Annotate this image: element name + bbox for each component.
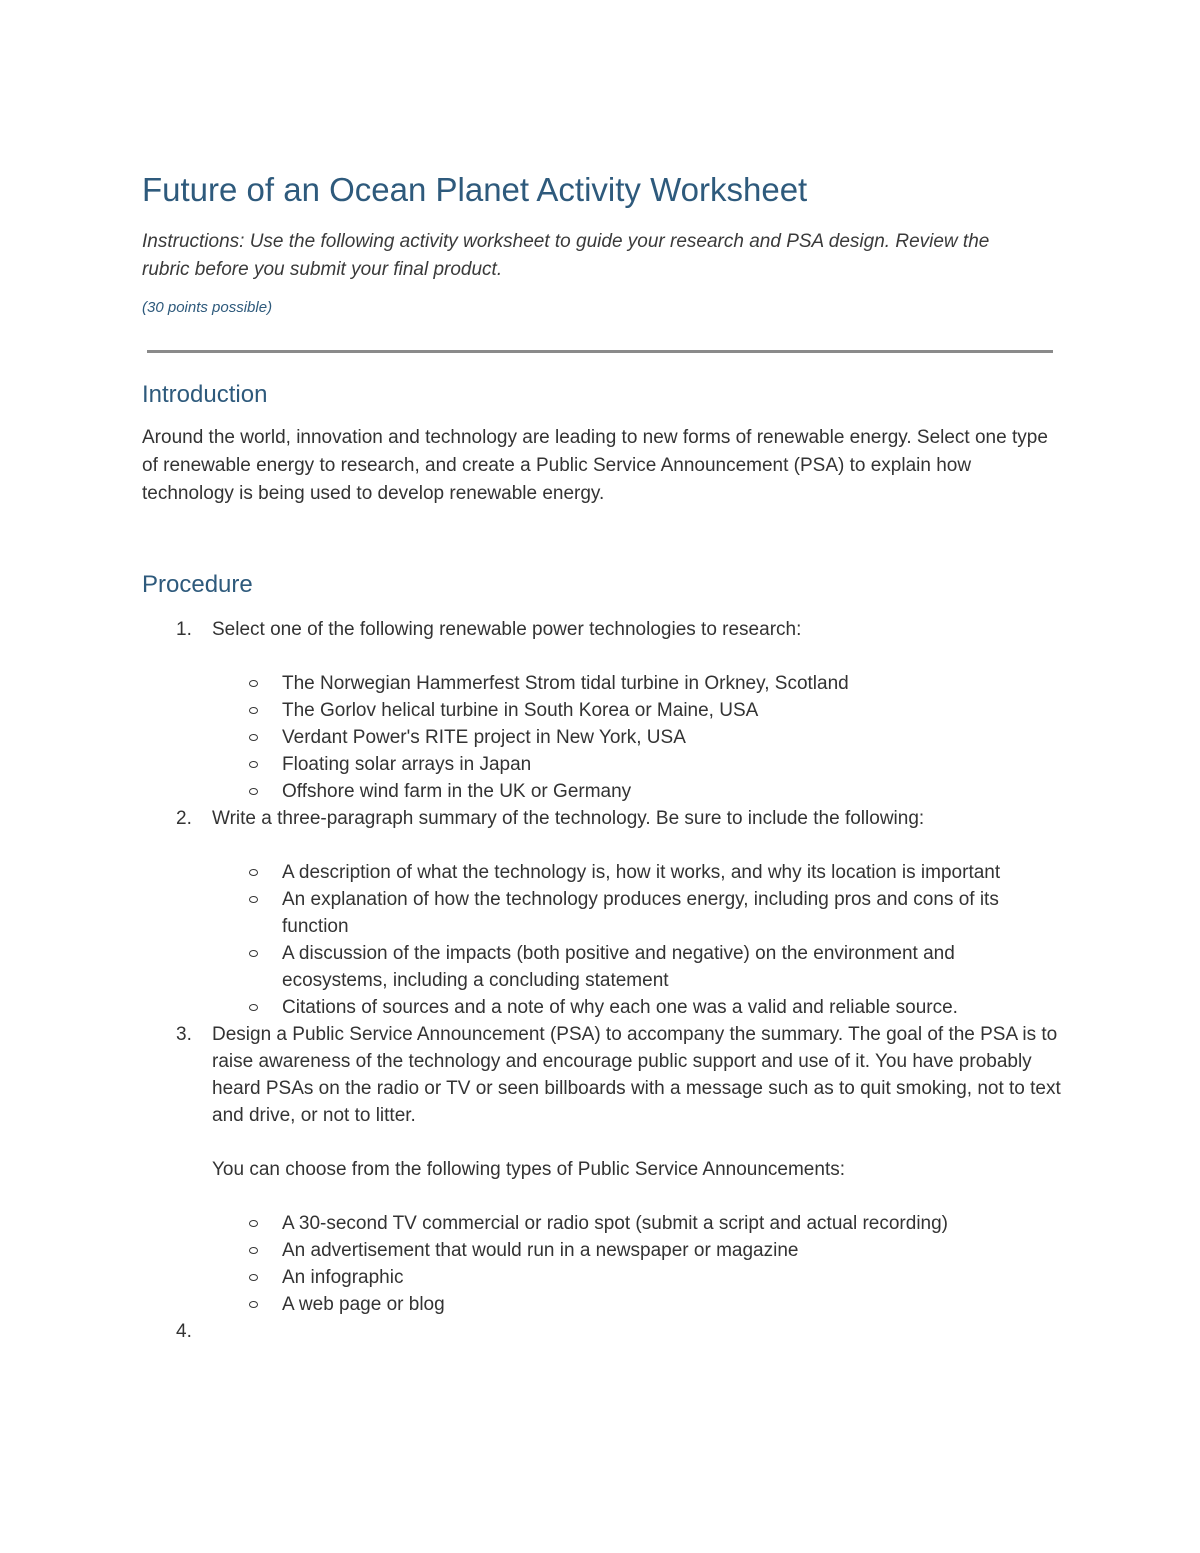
circle-bullet-icon: [249, 1274, 258, 1281]
circle-bullet-icon: [249, 734, 258, 741]
circle-bullet-icon: [249, 1004, 258, 1011]
list-item: An explanation of how the technology produces energy, including pros and cons of its function: [212, 886, 1062, 940]
circle-bullet-icon: [249, 788, 258, 795]
procedure-heading: Procedure: [142, 571, 253, 598]
step-number: 1.: [176, 619, 192, 640]
circle-bullet-icon: [249, 680, 258, 687]
step-number: 2.: [176, 808, 192, 829]
circle-bullet-icon: [249, 896, 258, 903]
instructions-text: Instructions: Use the following activity worksheet to guide your research and PSA design. Review the rubric before you submit your final product.: [142, 231, 990, 280]
step-text: Write a three-paragraph summary of the technology. Be sure to include the following:: [212, 808, 925, 829]
circle-bullet-icon: [249, 1220, 258, 1227]
circle-bullet-icon: [249, 761, 258, 768]
step-2: [142, 805, 1062, 1021]
circle-bullet-icon: [249, 707, 258, 714]
list-item: A 30-second TV commercial or radio spot (submit a script and actual recording): [212, 1210, 1062, 1237]
step-text: Design a Public Service Announcement (PSA) to accompany the summary. The goal of the PSA is to raise awareness of the technology and encourage public support and use of it. You have probably heard PSAs on the radio or TV or seen billboards with a message such as to quit smoking, not to text and drive, or not to litter.: [212, 1024, 1061, 1126]
page-title: Future of an Ocean Planet Activity Worksheet: [142, 171, 808, 208]
list-item: An infographic: [212, 1264, 1062, 1291]
technology-options-list: [212, 670, 1062, 805]
psa-types-list: [212, 1210, 1062, 1318]
introduction-text: Around the world, innovation and technology are leading to new forms of renewable energy. Select one type of renewable energy to research, and create a Public Service Announcement (PSA) to explain how technology is being used to develop renewable energy.: [142, 427, 1048, 504]
list-item: A web page or blog: [212, 1291, 1062, 1318]
list-item: Floating solar arrays in Japan: [212, 751, 1062, 778]
step-1: [142, 616, 1062, 805]
procedure-steps: [142, 616, 1062, 1345]
circle-bullet-icon: [249, 950, 258, 957]
step-number: 3.: [176, 1024, 192, 1045]
list-item: A description of what the technology is, how it works, and why its location is important: [212, 859, 1062, 886]
worksheet-page: [142, 170, 1062, 1345]
circle-bullet-icon: [249, 1301, 258, 1308]
list-item: An advertisement that would run in a newspaper or magazine: [212, 1237, 1062, 1264]
circle-bullet-icon: [249, 1247, 258, 1254]
list-item: The Norwegian Hammerfest Strom tidal turbine in Orkney, Scotland: [212, 670, 1062, 697]
horizontal-divider: [147, 350, 1053, 353]
points-possible: (30 points possible): [142, 299, 273, 316]
list-item: Verdant Power's RITE project in New York, USA: [212, 724, 1062, 751]
circle-bullet-icon: [249, 869, 258, 876]
list-item: Citations of sources and a note of why each one was a valid and reliable source.: [212, 994, 1062, 1021]
summary-requirements-list: [212, 859, 1062, 1021]
list-item: The Gorlov helical turbine in South Korea or Maine, USA: [212, 697, 1062, 724]
step-number: 4.: [176, 1321, 192, 1342]
step-3: [142, 1021, 1062, 1318]
psa-types-intro: You can choose from the following types of Public Service Announcements:: [212, 1159, 846, 1180]
introduction-heading: Introduction: [142, 381, 268, 408]
step-text: Select one of the following renewable power technologies to research:: [212, 619, 802, 640]
step-4: [142, 1318, 1062, 1345]
list-item: A discussion of the impacts (both positive and negative) on the environment and ecosystems, including a concluding statement: [212, 940, 1062, 994]
list-item: Offshore wind farm in the UK or Germany: [212, 778, 1062, 805]
